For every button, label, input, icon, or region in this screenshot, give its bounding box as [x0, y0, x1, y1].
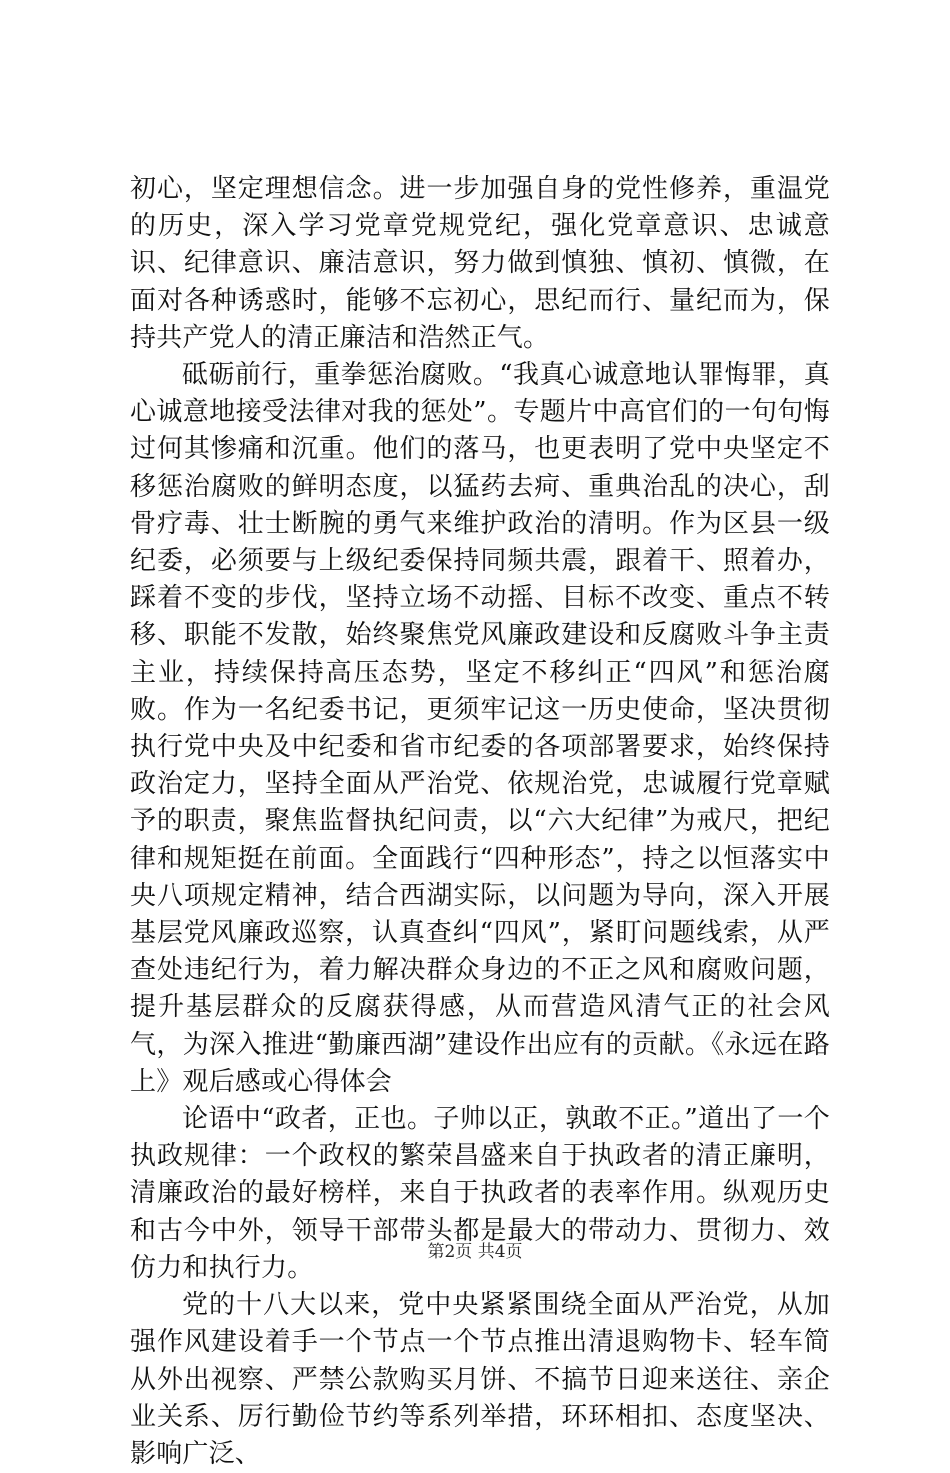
paragraph-1: 初心，坚定理想信念。进一步加强自身的党性修养，重温党的历史，深入学习党章党规党纪，强化党章意识、忠诚意识、纪律意识、廉洁意识，努力做到慎独、慎初、慎微，在面对各种诱惑时，能够不忘初心，思纪而行、量纪而为，保持共产党人的清正廉洁和浩然正气。 — [130, 174, 830, 353]
paragraph-3: 论语中“政者，正也。子帅以正，孰敢不正。”道出了一个执政规律：一个政权的繁荣昌盛来自于执政者的清正廉明，清廉政治的最好榜样，来自于执政者的表率作用。纵观历史和古今中外，领导干部带头都是最大的带动力、贯彻力、效仿力和执行力。 — [130, 1104, 830, 1283]
paragraph-4: 党的十八大以来，党中央紧紧围绕全面从严治党，从加强作风建设着手一个节点一个节点推出清退购物卡、轻车简从外出视察、严禁公款购买月饼、不搞节日迎来送往、亲企业关系、厉行勤俭节约等系列举措，环环相扣、态度坚决、影响广泛、 — [130, 1290, 830, 1469]
paragraph-2: 砥砺前行，重拳惩治腐败。“我真心诚意地认罪悔罪，真心诚意地接受法律对我的惩处”。专题片中高官们的一句句悔过何其惨痛和沉重。他们的落马，也更表明了党中央坚定不移惩治腐败的鲜明态度，以猛药去疴、重典治乱的决心，刮骨疗毒、壮士断腕的勇气来维护政治的清明。作为区县一级纪委，必须要与上级纪委保持同频共震，跟着干、照着办，踩着不变的步伐，坚持立场不动摇、目标不改变、重点不转移、职能不发散，始终聚焦党风廉政建设和反腐败斗争主责主业，持续保持高压态势，坚定不移纠正“四风”和惩治腐败。作为一名纪委书记，更须牢记这一历史使命，坚决贯彻执行党中央及中纪委和省市纪委的各项部署要求，始终保持政治定力，坚持全面从严治党、依规治党，忠诚履行党章赋予的职责，聚焦监督执纪问责，以“六大纪律”为戒尺，把纪律和规矩挺在前面。全面践行“四种形态”，持之以恒落实中央八项规定精神，结合西湖实际，以问题为导向，深入开展基层党风廉政巡察，认真查纠“四风”，紧盯问题线索，从严查处违纪行为，着力解决群众身边的不正之风和腐败问题，提升基层群众的反腐获得感，从而营造风清气正的社会风气，为深入推进“勤廉西湖”建设作出应有的贡献。《永远在路上》观后感或心得体会 — [130, 360, 830, 1097]
document-body — [130, 171, 830, 1473]
page-number-footer: 第2页 共4页 — [427, 1242, 523, 1262]
